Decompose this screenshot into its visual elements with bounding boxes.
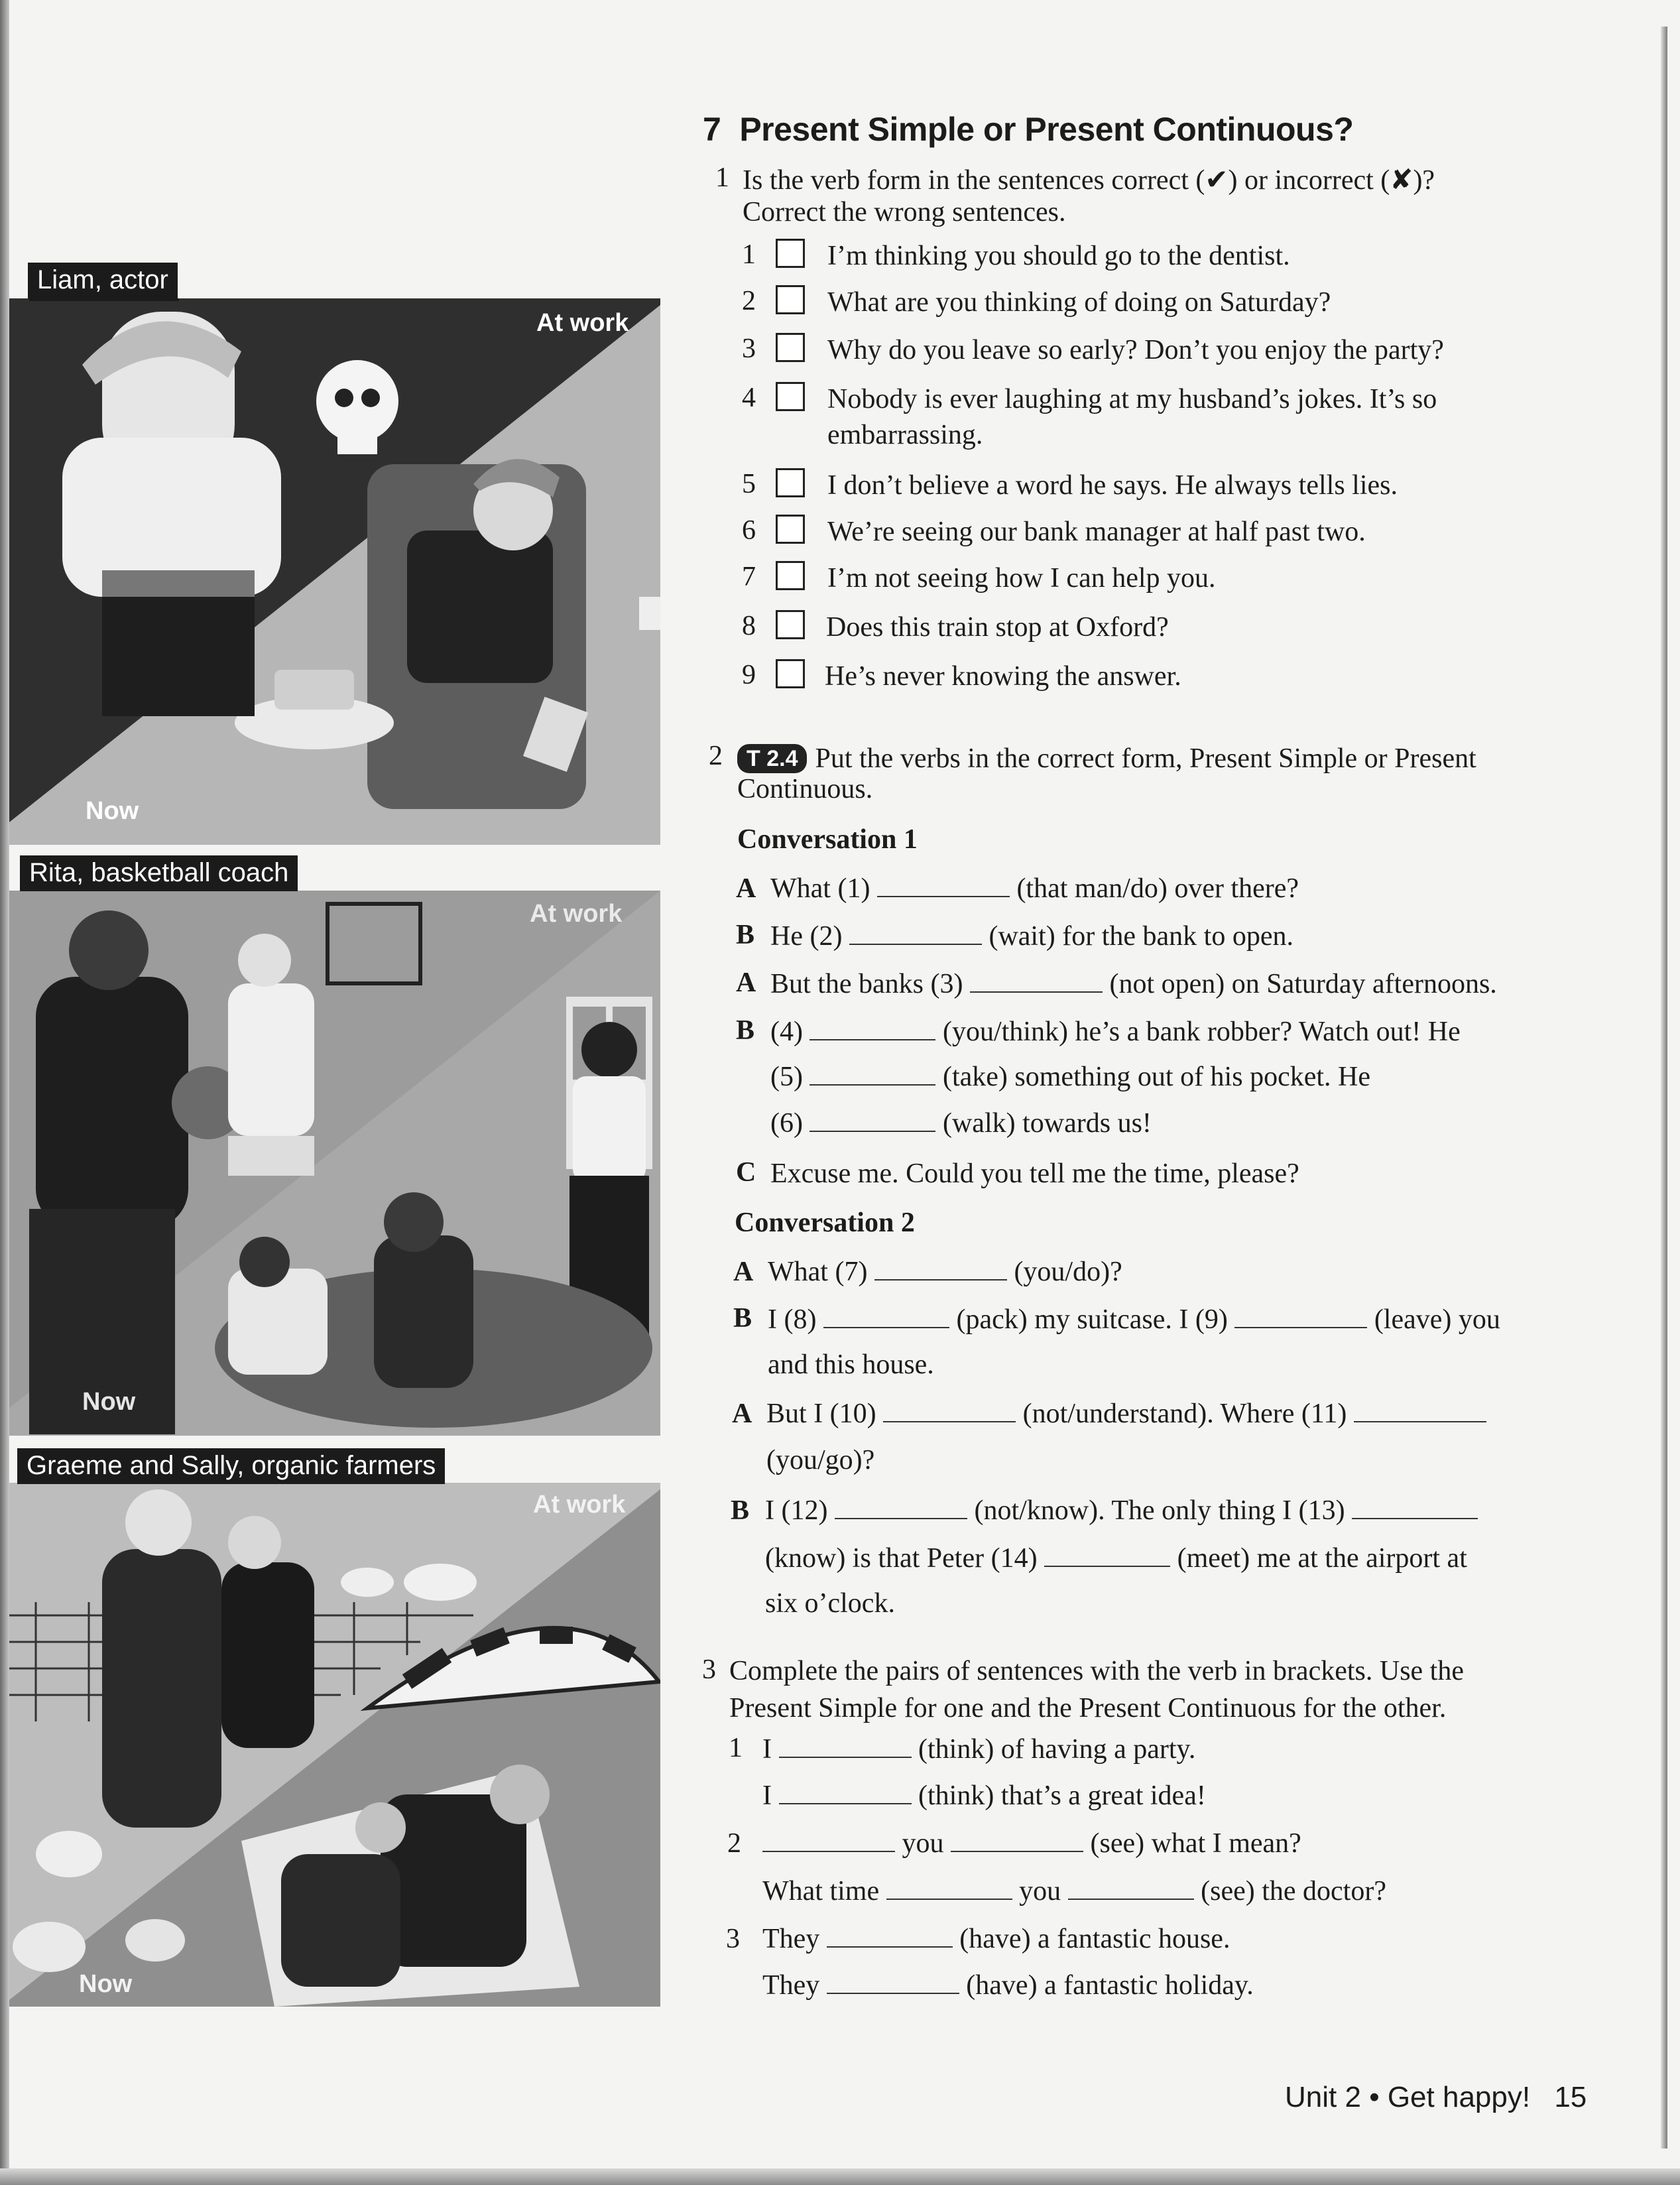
speaker-label: A — [736, 873, 756, 904]
page-number: 15 — [1554, 2081, 1587, 2113]
section-number: 7 — [703, 111, 721, 148]
ex3-line-mid: you — [1019, 1876, 1061, 1906]
c1-line-pre: (6) — [770, 1108, 803, 1139]
c1-line — [770, 1061, 1370, 1093]
scan-edge-bottom — [0, 2168, 1680, 2185]
caption-liam-label: Liam, actor — [28, 263, 178, 298]
tag-now-liam: Now — [86, 797, 139, 825]
c2-line-pre: What (7) — [768, 1257, 868, 1287]
answer-blank-10[interactable] — [883, 1401, 1016, 1422]
ex1-checkbox-2[interactable] — [776, 285, 805, 314]
c2-line-pre: I (8) — [768, 1304, 817, 1335]
answer-blank-p2b[interactable] — [951, 1831, 1083, 1852]
c1-line-pre: What (1) — [770, 873, 870, 904]
answer-blank-13[interactable] — [1352, 1498, 1478, 1519]
conversation-2-title: Conversation 2 — [735, 1208, 915, 1238]
answer-blank-8[interactable] — [823, 1307, 949, 1328]
scan-edge-left — [0, 0, 9, 2185]
answer-blank-p3b[interactable] — [827, 1973, 959, 1994]
ex1-item-number: 5 — [742, 469, 756, 499]
c1-line — [770, 968, 1497, 1000]
answer-blank-3[interactable] — [970, 971, 1103, 993]
answer-blank-p2c[interactable] — [886, 1879, 1012, 1900]
c2-line — [768, 1256, 1122, 1288]
c1-line-post: (not open) on Saturday afternoons. — [1109, 969, 1497, 999]
c2-line-post: (meet) me at the airport at — [1177, 1543, 1467, 1574]
c2-line: and this house. — [768, 1349, 934, 1380]
c2-line-pre: (know) is that Peter (14) — [765, 1543, 1038, 1574]
ex3-line-post: (have) a fantastic house. — [959, 1924, 1230, 1954]
ex3-line — [762, 1733, 1195, 1765]
c1-line-post: (wait) for the bank to open. — [989, 921, 1293, 952]
ex1-item-text: What are you thinking of doing on Saturday? — [827, 287, 1331, 318]
answer-blank-1[interactable] — [877, 876, 1010, 897]
c2-line: six o’clock. — [765, 1588, 895, 1619]
answer-blank-2[interactable] — [849, 924, 982, 945]
ex3-instruction-1: Complete the pairs of sentences with the verb in brackets. Use the — [729, 1656, 1464, 1686]
illustration-rita — [9, 891, 660, 1436]
ex1-checkbox-8[interactable] — [776, 610, 805, 639]
ex3-pair-number: 2 — [727, 1828, 741, 1859]
c2-line-post: (leave) you — [1374, 1304, 1500, 1335]
c1-line-pre: (5) — [770, 1062, 803, 1092]
section-title: Present Simple or Present Continuous? — [739, 111, 1354, 148]
ex1-instruction-2: Correct the wrong sentences. — [743, 197, 1066, 227]
footer-separator: • — [1369, 2081, 1380, 2113]
caption-rita: Rita, basketball coach — [20, 855, 298, 891]
ex3-line-pre: I — [762, 1780, 772, 1811]
ex3-line-pre: They — [762, 1924, 820, 1954]
ex3-line — [762, 1828, 1301, 1859]
ex3-pair-number: 3 — [726, 1924, 740, 1954]
c2-line: (you/go)? — [766, 1445, 875, 1475]
ex3-line-mid: you — [902, 1828, 944, 1859]
c2-line-post: (you/do)? — [1014, 1257, 1122, 1287]
ex3-line-pre: They — [762, 1970, 820, 2001]
c2-line — [766, 1398, 1486, 1430]
ex1-item-number: 7 — [742, 562, 756, 592]
ex1-checkbox-7[interactable] — [776, 561, 805, 590]
tag-now-rita: Now — [82, 1388, 136, 1416]
ex1-item-text: He’s never knowing the answer. — [825, 661, 1181, 692]
tag-at-work-farmers: At work — [533, 1491, 626, 1519]
answer-blank-p3a[interactable] — [827, 1926, 953, 1948]
answer-blank-6[interactable] — [810, 1111, 935, 1132]
ex1-number: 1 — [715, 162, 729, 193]
c1-line-pre: He (2) — [770, 921, 843, 952]
ex1-item-text: I’m not seeing how I can help you. — [827, 563, 1216, 593]
c2-line-mid: (not/know). The only thing I (13) — [974, 1495, 1345, 1526]
ex3-line-pre: I — [762, 1734, 772, 1765]
speaker-label: A — [733, 1257, 754, 1287]
speaker-label: B — [733, 1303, 752, 1334]
c2-line-pre: But I (10) — [766, 1399, 876, 1429]
c1-line-post: (take) something out of his pocket. He — [942, 1062, 1370, 1092]
c1-line: Excuse me. Could you tell me the time, please? — [770, 1158, 1299, 1189]
tag-now-farmers: Now — [79, 1970, 133, 1998]
ex3-pair-number: 1 — [729, 1733, 743, 1763]
ex1-checkbox-3[interactable] — [776, 333, 805, 362]
c1-line-post: (walk) towards us! — [942, 1108, 1152, 1139]
c1-line-post: (you/think) he’s a bank robber? Watch out! He — [942, 1017, 1461, 1047]
speaker-label: B — [736, 1015, 755, 1046]
ex1-item-text: I’m thinking you should go to the dentist. — [827, 241, 1290, 271]
audio-track-badge[interactable]: T 2.4 — [737, 744, 807, 773]
ex2-instruction-text: Put the verbs in the correct form, Present Simple or Present — [815, 743, 1476, 774]
c2-line-pre: I (12) — [765, 1495, 828, 1526]
ex1-item-number: 8 — [742, 611, 756, 641]
ex1-item-number: 4 — [742, 383, 756, 413]
answer-blank-p1b[interactable] — [779, 1783, 912, 1804]
ex3-line-post: (think) that’s a great idea! — [918, 1780, 1206, 1811]
answer-blank-p1a[interactable] — [779, 1737, 912, 1758]
answer-blank-14[interactable] — [1044, 1546, 1170, 1567]
ex1-checkbox-1[interactable] — [776, 239, 805, 268]
ex3-instruction-2: Present Simple for one and the Present Continuous for the other. — [729, 1693, 1447, 1723]
ex3-line-pre: What time — [762, 1876, 880, 1906]
c1-line — [770, 1107, 1152, 1139]
ex1-checkbox-9[interactable] — [776, 659, 805, 688]
ex3-line-post: (see) the doctor? — [1201, 1876, 1386, 1906]
c1-line — [770, 1016, 1461, 1048]
c2-line-mid: (pack) my suitcase. I (9) — [956, 1304, 1228, 1335]
c1-line — [770, 920, 1293, 952]
caption-farmers: Graeme and Sally, organic farmers — [17, 1448, 445, 1484]
ex1-item-number: 6 — [742, 515, 756, 546]
ex1-item-text: Why do you leave so early? Don’t you enjoy the party? — [827, 335, 1444, 365]
illustration-graeme-sally — [9, 1483, 660, 2007]
ex1-item-text: Nobody is ever laughing at my husband’s jokes. It’s so — [827, 384, 1437, 414]
answer-blank-12[interactable] — [835, 1498, 967, 1519]
speaker-label: B — [731, 1495, 750, 1526]
caption-liam — [29, 298, 179, 301]
speaker-label: A — [736, 968, 756, 998]
ex3-line-post: (see) what I mean? — [1090, 1828, 1301, 1859]
section-heading — [703, 110, 1353, 149]
tag-at-work-liam: At work — [536, 309, 629, 337]
tag-at-work-rita: At work — [530, 900, 623, 928]
speaker-label: B — [736, 920, 755, 950]
c1-line — [770, 873, 1299, 905]
ex1-item-text: Does this train stop at Oxford? — [826, 612, 1169, 643]
ex1-checkbox-5[interactable] — [776, 468, 805, 497]
answer-blank-9[interactable] — [1234, 1307, 1367, 1328]
ex1-item-number: 1 — [742, 239, 756, 270]
c2-line — [768, 1304, 1500, 1336]
footer-unit: Unit 2 — [1285, 2081, 1361, 2113]
ex3-line — [762, 1969, 1254, 2001]
footer-title: Get happy! — [1387, 2081, 1531, 2113]
ex1-checkbox-4[interactable] — [776, 382, 805, 411]
answer-blank-5[interactable] — [810, 1064, 935, 1086]
ex1-item-number: 3 — [742, 334, 756, 364]
scan-edge-right — [1661, 27, 1667, 2149]
speaker-label: A — [732, 1399, 752, 1429]
illustration-liam — [9, 298, 660, 845]
ex1-item-text: We’re seeing our bank manager at half past two. — [827, 517, 1366, 547]
ex2-number: 2 — [709, 741, 723, 771]
ex1-checkbox-6[interactable] — [776, 515, 805, 544]
c2-line — [765, 1495, 1478, 1527]
c2-line-mid: (not/understand). Where (11) — [1022, 1399, 1347, 1429]
ex3-line — [762, 1923, 1230, 1955]
conversation-1-title: Conversation 1 — [737, 824, 918, 855]
answer-blank-p2d[interactable] — [1068, 1879, 1194, 1900]
ex2-instruction-1 — [737, 743, 1476, 775]
page-footer — [1285, 2081, 1587, 2114]
ex2-instruction-2: Continuous. — [737, 774, 873, 804]
ex3-line-post: (have) a fantastic holiday. — [966, 1970, 1254, 2001]
ex1-item-number: 9 — [742, 660, 756, 690]
ex3-line — [762, 1780, 1206, 1812]
c1-line-post: (that man/do) over there? — [1016, 873, 1299, 904]
ex3-line — [762, 1875, 1386, 1907]
answer-blank-11[interactable] — [1354, 1401, 1486, 1422]
c1-line-pre: (4) — [770, 1017, 803, 1047]
answer-blank-7[interactable] — [874, 1259, 1007, 1280]
c1-line-pre: But the banks (3) — [770, 969, 963, 999]
ex1-item-number: 2 — [742, 286, 756, 316]
answer-blank-4[interactable] — [810, 1019, 935, 1040]
answer-blank-p2a[interactable] — [762, 1831, 895, 1852]
ex3-line-post: (think) of having a party. — [918, 1734, 1196, 1765]
ex1-instruction-1: Is the verb form in the sentences correct (✔) or incorrect (✘)? — [743, 165, 1435, 196]
ex1-item-text: I don’t believe a word he says. He always tells lies. — [827, 470, 1398, 501]
ex1-item-text-cont: embarrassing. — [827, 420, 983, 450]
speaker-label: C — [736, 1157, 756, 1188]
c2-line — [765, 1542, 1467, 1574]
ex3-number: 3 — [702, 1654, 716, 1685]
